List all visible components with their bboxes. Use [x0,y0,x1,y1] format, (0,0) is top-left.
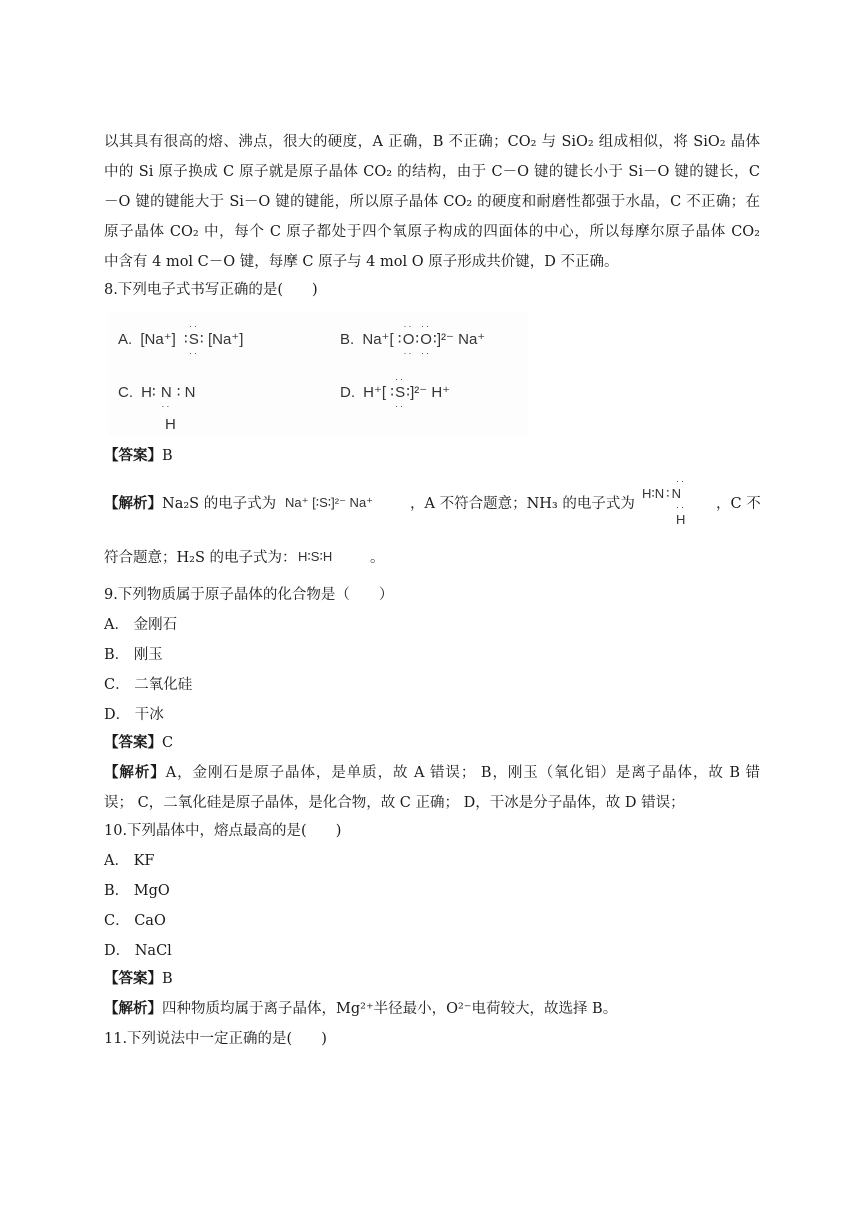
q8-option-c: C. H∶ N ·· ∶ N [118,384,196,411]
q10-option-a: A． KF [104,853,155,869]
option-a-left: [Na⁺] [140,331,176,348]
q9-option-c: C． 二氧化硅 [104,677,193,693]
q10-answer [104,969,760,989]
option-a-label: A. [118,331,133,348]
option-c-n2: N [184,384,196,401]
q8-stem: 8.下列电子式书写正确的是( ) [104,282,318,298]
q8-analysis-line-2: 符合题意；H₂S 的电子式为： [104,550,297,566]
q10-analysis [104,999,760,1019]
q9-option-b: B． 刚玉 [104,647,163,663]
option-c-h: H [141,384,153,401]
answer-value: B [162,448,173,464]
option-d-atom: ·· S ·· [395,374,406,411]
option-d-label: D. [340,384,355,401]
option-d-left: H⁺[ [363,384,387,401]
paragraph-line-1: 以其具有很高的熔、沸点，很大的硬度，A 正确，B 不正确；CO₂ 与 SiO₂ 组成相似，将 SiO₂ 晶体 [104,134,760,150]
q10-option-d: D． NaCl [104,943,172,959]
analysis-tag: 【解析】 [104,1000,162,1017]
q10-stem: 10.下列晶体中，熔点最高的是( ) [104,823,342,839]
paragraph-line-4: 原子晶体 CO₂ 中，每个 C 原子都处于四个氧原子构成的四面体的中心，所以每摩尔原子晶体 CO₂ [104,224,760,240]
answer-tag: 【答案】 [104,970,162,987]
q8-analysis-part3: ，C 不 [716,496,761,512]
q9-option-a: A． 金刚石 [104,617,178,633]
option-b-atom-2: ·· O ·· [420,321,432,358]
analysis-tag: 【解析】 [104,495,162,512]
q8-option-d: D. H⁺[ ∶ ·· S ·· ∶]²⁻ H⁺ [340,374,451,411]
h2s-formula-image: H∶S∶H [298,549,333,564]
q9-analysis-line-2: 误； C，二氧化硅是原子晶体，是化合物，故 C 正确； D，干冰是分子晶体，故 D 错误； [104,795,685,811]
q8-option-c-h-below: H [165,416,176,433]
option-b-atom-1: ·· O ·· [402,321,415,358]
analysis-text-1: Na₂S 的电子式为 [162,496,277,512]
analysis-tag: 【解析】 [104,764,166,781]
q8-option-a: A. [Na⁺] ∶ ·· S ·· ∶ [Na⁺] [118,321,244,358]
paragraph-line-2: 中的 Si 原子换成 C 原子就是原子晶体 CO₂ 的结构，由于 C－O 键的键长小于 Si－O 键的键长，C [104,164,760,180]
option-b-right: ]²⁻ Na⁺ [436,331,486,348]
option-a-atom: ·· S ·· [188,321,199,358]
q9-analysis-line-1 [104,763,760,783]
q11-stem: 11.下列说法中一定正确的是( ) [104,1031,327,1047]
paragraph-line-5: 中含有 4 mol C－O 键，每摩 C 原子与 4 mol O 原子形成共价键，D 不正确。 [104,254,619,270]
option-a-right: [Na⁺] [207,331,244,348]
na2s-formula-image: Na⁺ [∶S∶]²⁻ Na⁺ [285,495,374,510]
paragraph-line-3: －O 键的键能大于 Si－O 键的键能，所以原子晶体 CO₂ 的硬度和耐磨性都强于水晶，C 不正确；在 [104,194,760,210]
option-c-n1: N ·· [160,384,172,411]
option-b-left: Na⁺[ [362,331,394,348]
answer-tag: 【答案】 [104,447,162,464]
answer-tag: 【答案】 [104,734,162,751]
answer-value: B [162,971,173,987]
analysis-text: 四种物质均属于离子晶体，Mg²⁺半径最小，O²⁻电荷较大，故选择 B。 [162,1001,618,1017]
q8-answer [104,446,760,466]
q9-stem: 9.下列物质属于原子晶体的化合物是（ ） [104,587,394,603]
q8-analysis-line-2-end: 。 [370,550,385,566]
q9-answer [104,733,760,753]
analysis-text: A，金刚石是原子晶体，是单质，故 A 错误； B，刚玉（氧化铝）是离子晶体，故 B 错 [165,765,761,781]
q10-option-b: B． MgO [104,883,170,899]
option-d-right: ]²⁻ H⁺ [410,384,451,401]
option-b-label: B. [340,331,355,348]
option-c-label: C. [118,384,133,401]
nh3-formula-image: ·· H∶N ∶ N ·· H [642,476,686,527]
q8-analysis-part2: ，A 不符合题意；NH₃ 的电子式为 [410,496,635,512]
q9-option-d: D． 干冰 [104,707,164,723]
q10-option-c: C． CaO [104,913,166,929]
answer-value: C [162,735,174,751]
q8-option-b: B. Na⁺[ ∶ ·· O ·· ∶ ·· O ·· ∶]²⁻ Na⁺ [340,321,486,358]
